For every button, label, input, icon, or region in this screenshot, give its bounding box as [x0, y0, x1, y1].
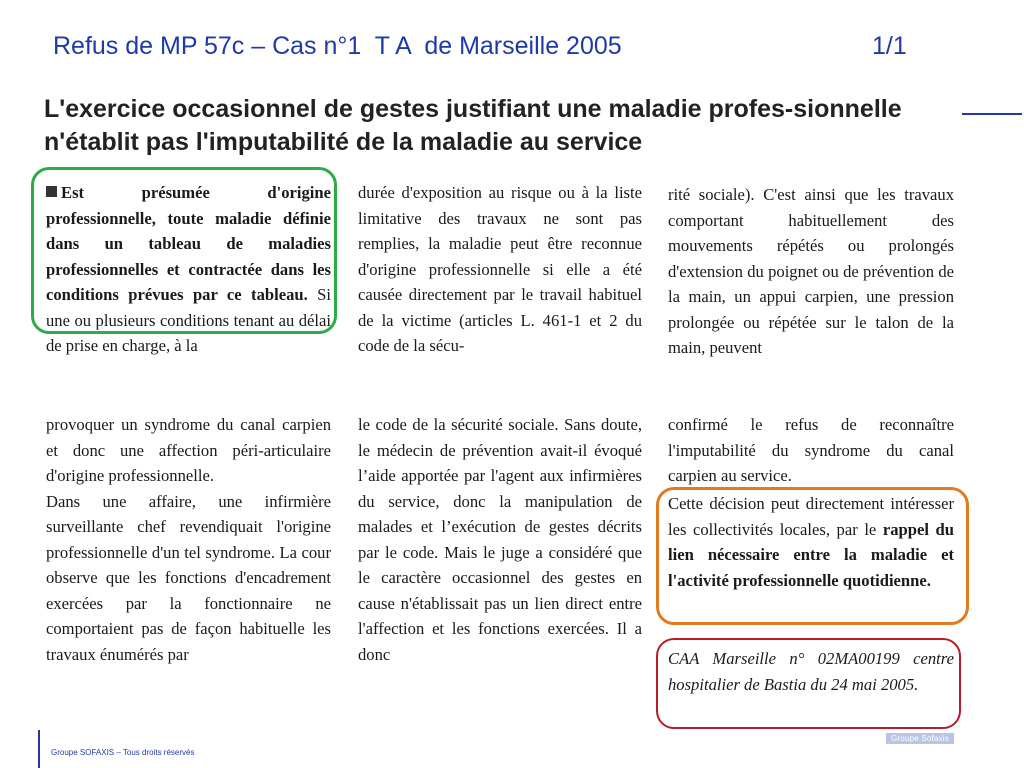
decision-bold-text: rappel du lien nécessaire entre la maladie et l'activité professionnelle quotidienne.	[668, 519, 955, 590]
footer-rule	[38, 730, 40, 768]
case-paragraph: Dans une affaire, une infirmière surveillante chef revendiquait l'origine professionnelle d'un tel syndrome. La cour observe que les fonctions d'encadrement exercées par la fonctionnaire ne comportaient pas de façon habituelle les travaux énumérés par	[46, 491, 331, 664]
article-headline: L'exercice occasionnel de gestes justifiant une maladie profes-sionnelle n'établit pas l'imputabilité de la maladie au service	[44, 95, 902, 156]
court-citation: CAA Marseille n° 02MA00199 centre hospitalier de Bastia du 24 mai 2005.	[668, 649, 954, 694]
column-2-bottom	[358, 412, 642, 667]
conditions-text: Si une ou plusieurs conditions tenant au délai de prise en charge, à la	[46, 285, 331, 355]
orange-highlight-frame	[656, 487, 969, 625]
refusal-paragraph: confirmé le refus de reconnaître l'imputabilité du syndrome du canal carpien au service.	[668, 415, 954, 485]
page-number: 1/1	[872, 32, 907, 60]
decorative-rule	[962, 113, 1022, 115]
red-highlight-frame	[656, 638, 961, 729]
green-highlight-frame	[31, 167, 337, 334]
judgment-paragraph: le code de la sécurité sociale. Sans doute, le médecin de prévention avait-il évoqué l’aide apportée par l'agent aux infirmières du service, donc la manipulation de malades et l’exécution de gestes décrits par le code. Mais le juge a considéré que le caractère occasionnel des gestes en cause n'établissait pas un lien direct entre l'affection et les fonctions exercées. Il a donc	[358, 415, 642, 664]
column-3-top	[668, 182, 954, 361]
column-2-top	[358, 180, 642, 359]
decision-text: Cette décision peut directement intéresser les collectivités locales, par le	[668, 494, 954, 539]
column-1-bottom	[46, 412, 331, 667]
works-paragraph: rité sociale). C'est ainsi que les travaux comportant habituellement des mouvements répétés ou prolongés d'extension du poignet ou de prévention de la main, un appui carpien, une pression prolongée ou répétée sur le talon de la main, peuvent	[668, 185, 954, 357]
exposure-paragraph: durée d'exposition au risque ou à la liste limitative des travaux ne sont pas remplies, la maladie peut être reconnue d'origine professionnelle si elle a été causée directement par le travail habituel de la victime (articles L. 461-1 et 2 du code de la sécu-	[358, 183, 642, 355]
presumption-rule-text: Est présumée d'origine professionnelle, toute maladie définie dans un tableau de maladies professionnelles et contractée dans les conditions prévues par ce tableau.	[46, 183, 331, 304]
carpal-tunnel-paragraph: provoquer un syndrome du canal carpien et donc une affection péri-articulaire d'origine professionnelle.	[46, 415, 331, 485]
slide-title: Refus de MP 57c – Cas n°1 T A de Marseille 2005	[53, 32, 622, 60]
sofaxis-logo: Groupe Sofaxis	[886, 733, 954, 744]
column-3-middle	[668, 412, 954, 489]
footer-copyright: Groupe SOFAXIS – Tous droits réservés	[51, 748, 195, 757]
